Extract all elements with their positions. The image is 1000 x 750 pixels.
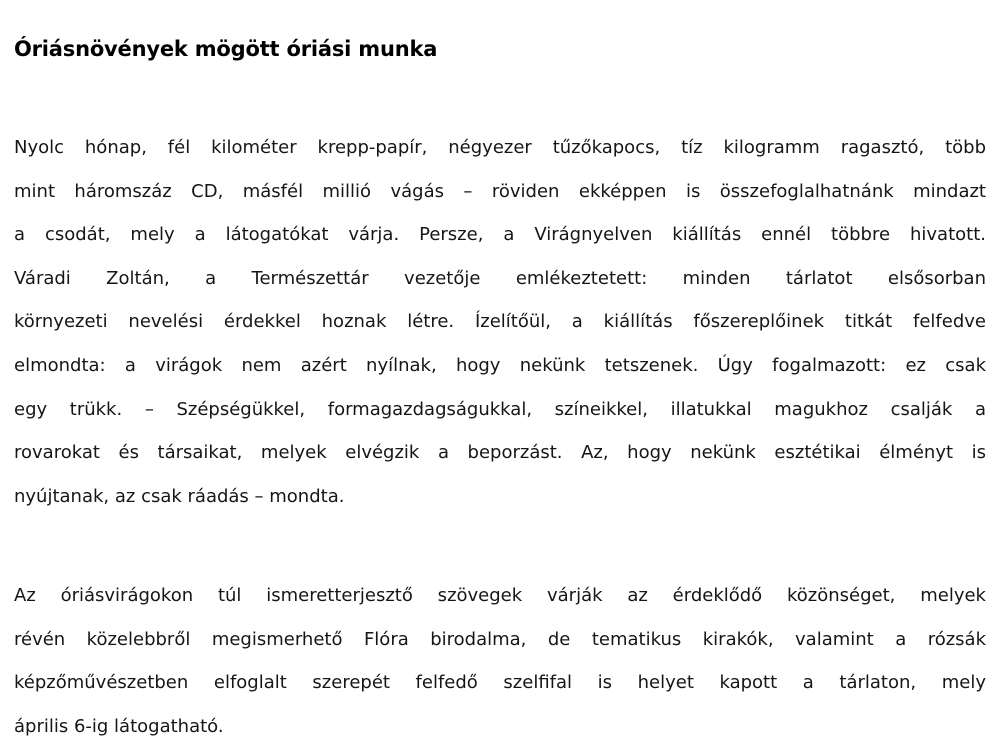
article-paragraph [14,126,986,518]
paragraph-line: Váradi Zoltán, a Természettár vezetője emlékeztetett: minden tárlatot elsősorban [14,267,986,289]
article-paragraph [14,574,986,748]
paragraph-line: révén közelebbről megismerhető Flóra birodalma, de tematikus kirakók, valamint a rózsák [14,628,986,650]
paragraph-line: nyújtanak, az csak ráadás – mondta. [14,485,345,507]
paragraph-line: április 6-ig látogatható. [14,715,224,737]
paragraph-line: mint háromszáz CD, másfél millió vágás – röviden ekképpen is összefoglalhatnánk mindazt [14,180,986,202]
paragraph-line: a csodát, mely a látogatókat várja. Persze, a Virágnyelven kiállítás ennél többre hivatott. [14,224,986,246]
paragraph-line: képzőművészetben elfoglalt szerepét felfedő szelfifal is helyet kapott a tárlaton, mely [14,672,986,694]
paragraph-line: elmondta: a virágok nem azért nyílnak, hogy nekünk tetszenek. Úgy fogalmazott: ez csak [14,354,986,376]
paragraph-line: környezeti nevelési érdekkel hoznak létre. Ízelítőül, a kiállítás főszereplőinek titkát felfedve [14,311,986,333]
paragraph-line: Nyolc hónap, fél kilométer krepp-papír, négyezer tűzőkapocs, tíz kilogramm ragasztó, több [14,137,986,158]
paragraph-line: rovarokat és társaikat, melyek elvégzik a beporzást. Az, hogy nekünk esztétikai élményt is [14,442,986,464]
article-title: Óriásnövények mögött óriási munka [14,37,438,61]
paragraph-line: Az óriásvirágokon túl ismeretterjesztő szövegek várják az érdeklődő közönséget, melyek [14,585,986,606]
paragraph-line: egy trükk. – Szépségükkel, formagazdagságukkal, színeikkel, illatukkal magukhoz csalják a [14,398,986,420]
